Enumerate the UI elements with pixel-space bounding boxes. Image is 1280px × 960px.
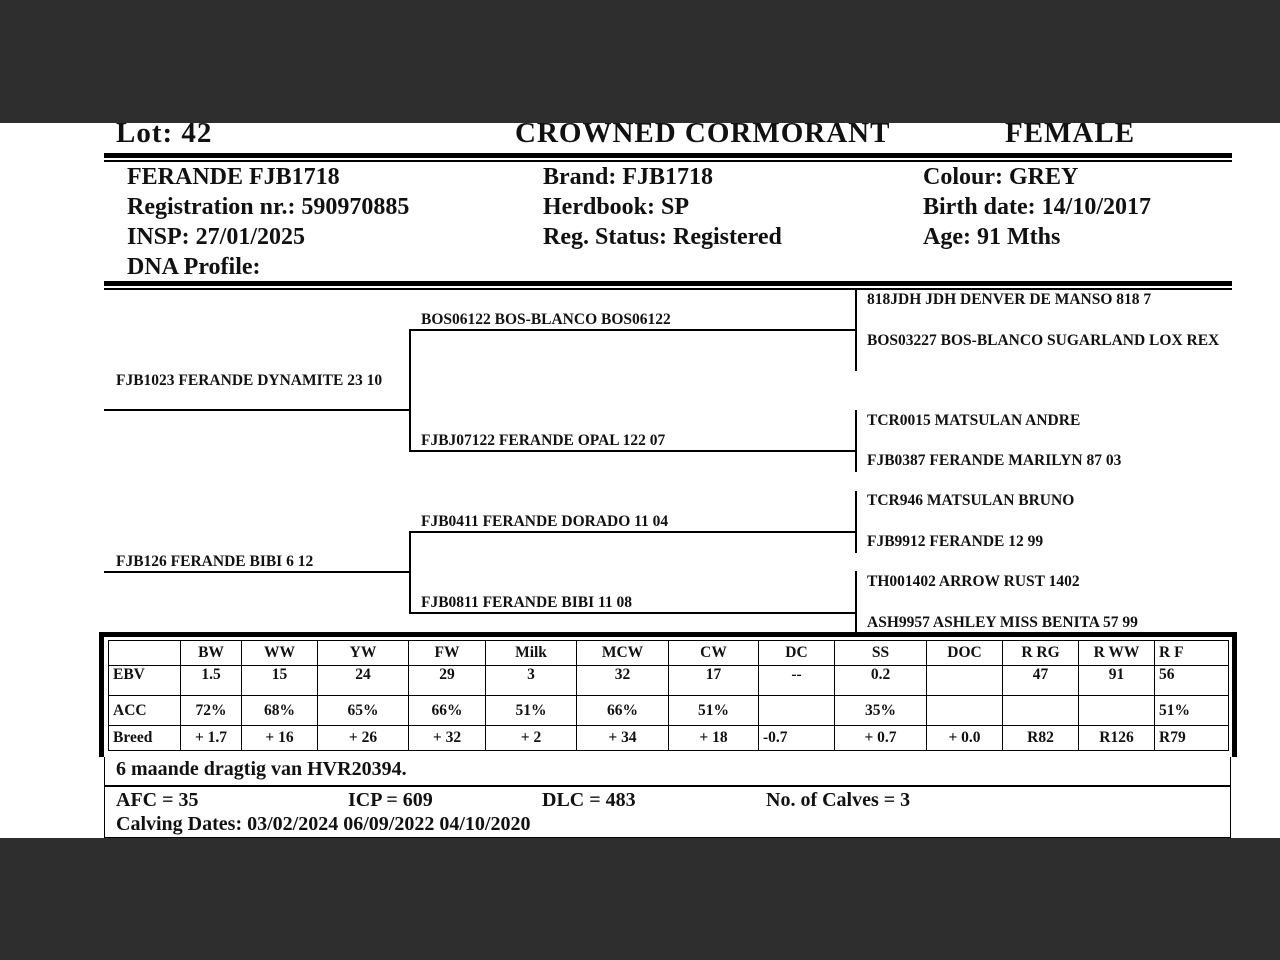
ggp-3: TCR0015 MATSULAN ANDRE <box>867 412 1081 429</box>
col-header: R WW <box>1079 641 1155 666</box>
dam-line <box>104 571 410 573</box>
calving-box <box>104 786 1231 838</box>
col-header: MCW <box>577 641 669 666</box>
sex-label: FEMALE <box>1005 123 1136 149</box>
table-cell: 72% <box>181 696 242 726</box>
col-header: R RG <box>1003 641 1079 666</box>
sire: FJB1023 FERANDE DYNAMITE 23 10 <box>116 372 383 389</box>
table-cell: 32 <box>577 666 669 696</box>
ebv-header-row <box>109 641 1229 666</box>
table-cell: 3 <box>486 666 577 696</box>
sire-dam-line <box>409 450 856 452</box>
sire-dam: FJBJ07122 FERANDE OPAL 122 07 <box>421 432 666 449</box>
dam-dam: FJB0811 FERANDE BIBI 11 08 <box>421 594 633 611</box>
table-cell: 51% <box>669 696 759 726</box>
table-cell <box>1079 696 1155 726</box>
sire-line <box>104 409 410 411</box>
table-cell: + 32 <box>409 726 486 751</box>
col-header: DC <box>759 641 835 666</box>
ebv-frame-top <box>99 632 1237 637</box>
animal-info-right <box>923 162 1151 252</box>
table-cell: + 1.7 <box>181 726 242 751</box>
ggp-7: TH001402 ARROW RUST 1402 <box>867 573 1080 590</box>
ggp-5: TCR946 MATSULAN BRUNO <box>867 492 1075 509</box>
table-cell: 24 <box>318 666 409 696</box>
dam-bracket <box>409 531 411 613</box>
table-cell: R79 <box>1155 726 1229 751</box>
table-cell: 65% <box>318 696 409 726</box>
table-cell: + 0.7 <box>835 726 927 751</box>
table-cell: 56 <box>1155 666 1229 696</box>
colour: Colour: GREY <box>923 164 1079 190</box>
sire-sire: BOS06122 BOS-BLANCO BOS06122 <box>421 311 671 328</box>
dlc-value: DLC = 483 <box>542 789 636 811</box>
col-header <box>109 641 181 666</box>
ebv-frame-right <box>1232 632 1237 757</box>
ggp-1: 818JDH JDH DENVER DE MANSO 818 7 <box>867 291 1152 308</box>
dam-sire-line <box>409 531 856 533</box>
table-cell <box>759 696 835 726</box>
col-header: YW <box>318 641 409 666</box>
birth-date: Birth date: 14/10/2017 <box>923 194 1151 220</box>
inspection-date: INSP: 27/01/2025 <box>127 224 306 250</box>
dam-sire: FJB0411 FERANDE DORADO 11 04 <box>421 513 669 530</box>
col-header: BW <box>181 641 242 666</box>
table-row <box>109 696 1229 726</box>
table-row <box>109 726 1229 751</box>
ggp-4: FJB0387 FERANDE MARILYN 87 03 <box>867 452 1122 469</box>
col-header: SS <box>835 641 927 666</box>
table-cell <box>927 696 1003 726</box>
table-cell: + 2 <box>486 726 577 751</box>
age: Age: 91 Mths <box>923 224 1061 250</box>
table-cell: 51% <box>1155 696 1229 726</box>
afc-value: AFC = 35 <box>116 789 199 811</box>
ggp-bracket-2 <box>855 410 857 472</box>
table-cell: 51% <box>486 696 577 726</box>
animal-name: FERANDE FJB1718 <box>127 164 340 190</box>
table-cell: 0.2 <box>835 666 927 696</box>
dna-profile: DNA Profile: <box>127 254 261 280</box>
farm-name: CROWNED CORMORANT <box>515 123 891 149</box>
row-header: Breed <box>109 726 181 751</box>
table-cell: 29 <box>409 666 486 696</box>
ggp-bracket-3 <box>855 491 857 553</box>
row-header: ACC <box>109 696 181 726</box>
herdbook: Herdbook: SP <box>543 194 690 220</box>
registration-status: Reg. Status: Registered <box>543 224 782 250</box>
calving-dates: Calving Dates: 03/02/2024 06/09/2022 04/10/2020 <box>116 813 531 835</box>
table-cell: + 26 <box>318 726 409 751</box>
table-row <box>109 666 1229 696</box>
col-header: WW <box>242 641 318 666</box>
table-cell: 35% <box>835 696 927 726</box>
table-cell: 66% <box>577 696 669 726</box>
ebv-table <box>108 640 1229 751</box>
col-header: CW <box>669 641 759 666</box>
icp-value: ICP = 609 <box>348 789 433 811</box>
sire-sire-line <box>409 329 856 331</box>
ggp-bracket-1 <box>855 290 857 371</box>
brand: Brand: FJB1718 <box>543 164 714 190</box>
table-cell: 68% <box>242 696 318 726</box>
col-header: R F <box>1155 641 1229 666</box>
table-cell <box>927 666 1003 696</box>
ggp-bracket-4 <box>855 571 857 633</box>
header-rule-thick <box>104 153 1232 158</box>
animal-info-middle <box>543 162 782 252</box>
calves-count: No. of Calves = 3 <box>766 789 911 811</box>
table-cell <box>1003 696 1079 726</box>
table-cell: R126 <box>1079 726 1155 751</box>
table-cell: 15 <box>242 666 318 696</box>
info-rule-thick <box>104 281 1232 286</box>
ggp-6: FJB9912 FERANDE 12 99 <box>867 533 1044 550</box>
table-cell: 66% <box>409 696 486 726</box>
dam-dam-line <box>409 612 856 614</box>
pregnancy-note: 6 maande dragtig van HVR20394. <box>116 758 407 780</box>
table-cell: + 18 <box>669 726 759 751</box>
table-cell: + 34 <box>577 726 669 751</box>
table-cell: 47 <box>1003 666 1079 696</box>
lot-number: Lot: 42 <box>116 123 213 149</box>
table-cell: 1.5 <box>181 666 242 696</box>
col-header: DOC <box>927 641 1003 666</box>
table-cell: 91 <box>1079 666 1155 696</box>
sire-bracket <box>409 329 411 451</box>
table-cell: 17 <box>669 666 759 696</box>
row-header: EBV <box>109 666 181 696</box>
animal-catalogue-sheet <box>0 123 1280 838</box>
table-cell: R82 <box>1003 726 1079 751</box>
ggp-8: ASH9957 ASHLEY MISS BENITA 57 99 <box>867 614 1138 631</box>
table-cell: + 0.0 <box>927 726 1003 751</box>
col-header: FW <box>409 641 486 666</box>
ebv-frame-left <box>99 632 104 757</box>
pregnancy-box <box>104 757 1231 786</box>
dam: FJB126 FERANDE BIBI 6 12 <box>116 553 314 570</box>
registration-number: Registration nr.: 590970885 <box>127 194 410 220</box>
table-cell: -0.7 <box>759 726 835 751</box>
animal-info-left <box>127 162 409 282</box>
col-header: Milk <box>486 641 577 666</box>
ggp-2: BOS03227 BOS-BLANCO SUGARLAND LOX REX <box>867 332 1220 349</box>
table-cell: -- <box>759 666 835 696</box>
table-cell: + 16 <box>242 726 318 751</box>
